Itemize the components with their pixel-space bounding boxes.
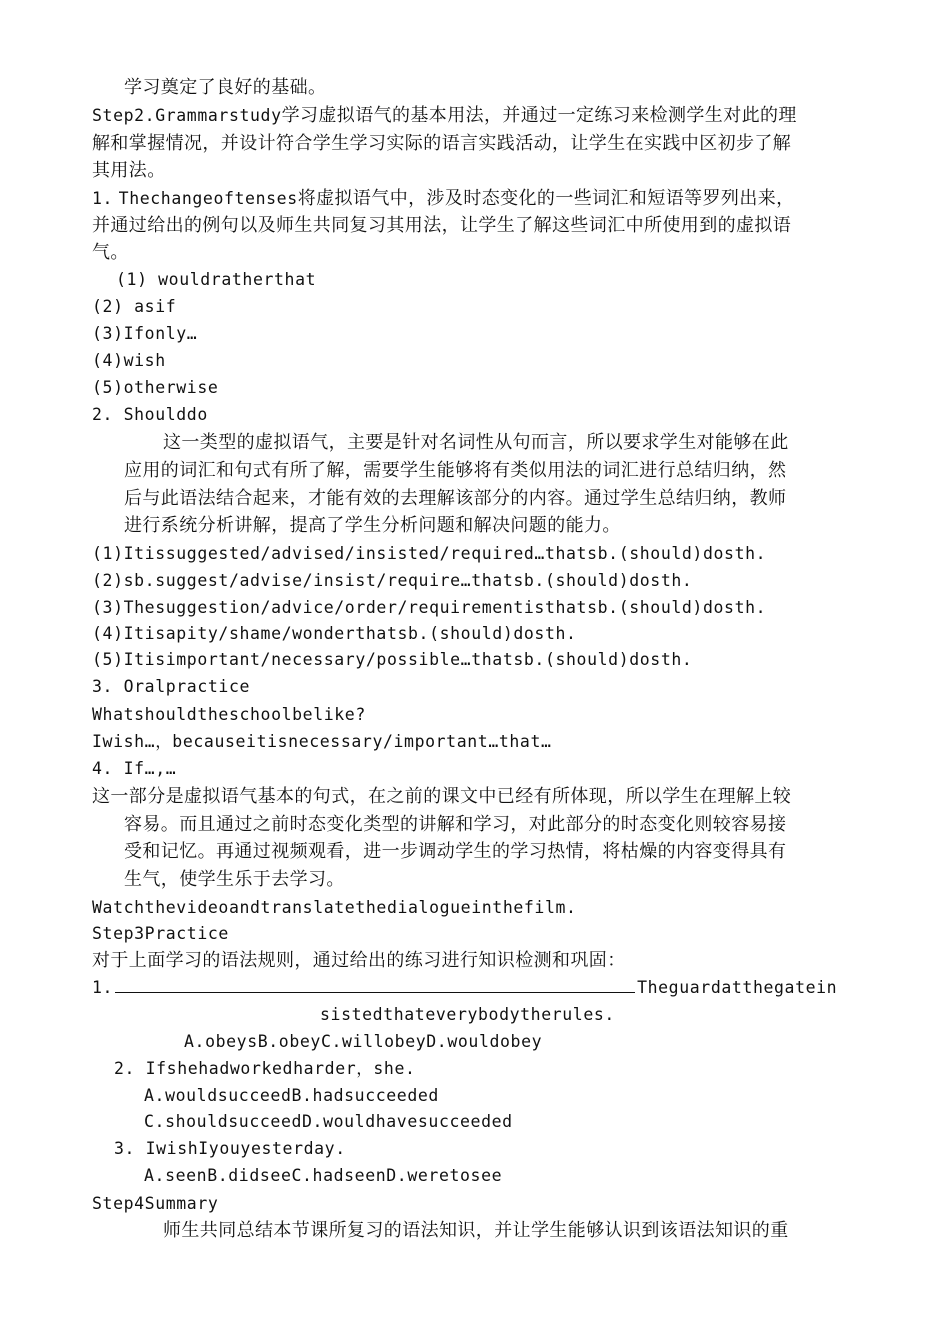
sec3-answer: Iwish…，becauseitisnecessary/important…that… xyxy=(92,732,552,751)
sec2-item: (1)Itissuggested/advised/insisted/required…thatsb.(should)dosth. xyxy=(92,544,767,563)
step2-text: 学习虚拟语气的基本用法，并通过一定练习来检测学生对此的理 xyxy=(281,105,797,126)
step2-heading: Step2.Grammarstudy xyxy=(92,106,282,125)
sec1-heading: Thechangeoftenses xyxy=(118,189,298,208)
sec2-item: (2)sb.suggest/advise/insist/require…thatsb.(should)dosth. xyxy=(92,571,693,590)
question-1-options: A.obeysB.obeyC.willobeyD.wouldobey xyxy=(184,1032,543,1051)
step4-text: 师生共同总结本节课所复习的语法知识，并让学生能够认识到该语法知识的重 xyxy=(163,1220,789,1241)
sec2-line-2: 应用的词汇和句式有所了解，需要学生能够将有类似用法的词汇进行总结归纳，然 xyxy=(124,460,787,481)
sec4-line-3: 受和记忆。再通过视频观看，进一步调动学生的学习热情，将枯燥的内容变得具有 xyxy=(124,841,787,862)
step3-heading: Step3Practice xyxy=(92,924,229,943)
sec1-item: (4)wish xyxy=(92,351,166,370)
sec1-text: 将虚拟语气中，涉及时态变化的一些词汇和短语等罗列出来， xyxy=(297,188,795,209)
question-2-options-a: A.wouldsucceedB.hadsucceeded xyxy=(144,1086,439,1105)
question-1-text: Theguardatthegatein xyxy=(637,978,838,997)
sec1-line-1 xyxy=(92,185,795,213)
sec2-item: (3)Thesuggestion/advice/order/requirementisthatsb.(should)dosth. xyxy=(92,598,767,617)
sec4-line-1: 这一部分是虚拟语气基本的句式，在之前的课文中已经有所体现，所以学生在理解上较 xyxy=(92,786,792,807)
question-2: 2. Ifshehadworkedharder，she. xyxy=(114,1059,416,1078)
question-2-options-b: C.shouldsucceedD.wouldhavesucceeded xyxy=(144,1112,513,1131)
question-1-number: 1. xyxy=(92,978,114,997)
sec2-line-4: 进行系统分析讲解，提高了学生分析问题和解决问题的能力。 xyxy=(124,515,621,536)
sec1-line-3: 气。 xyxy=(92,242,129,263)
sec1-number: 1. xyxy=(92,189,114,208)
question-3: 3. IwishIyouyesterday. xyxy=(114,1139,346,1158)
sec2-heading: 2. Shoulddo xyxy=(92,405,208,424)
sec2-line-3: 后与此语法结合起来，才能有效的去理解该部分的内容。通过学生总结归纳，教师 xyxy=(124,488,787,509)
sec1-item: (2) asif xyxy=(92,297,177,316)
sec2-line-1: 这一类型的虚拟语气，主要是针对名词性从句而言，所以要求学生对能够在此 xyxy=(163,432,789,453)
answer-blank xyxy=(115,974,635,993)
question-3-options: A.seenB.didseeC.hadseenD.weretosee xyxy=(144,1166,503,1185)
sec4-line-4: 生气，使学生乐于去学习。 xyxy=(124,869,345,890)
sec4-line-2: 容易。而且通过之前时态变化类型的讲解和学习，对此部分的时态变化则较容易接 xyxy=(124,814,787,835)
sec1-item: (1) wouldratherthat xyxy=(116,270,317,289)
sec2-item: (5)Itisimportant/necessary/possible…thatsb.(should)dosth. xyxy=(92,650,693,669)
sec1-line-2: 并通过给出的例句以及师生共同复习其用法，让学生了解这些词汇中所使用到的虚拟语 xyxy=(92,215,792,236)
sec2-item: (4)Itisapity/shame/wonderthatsb.(should)dosth. xyxy=(92,624,577,643)
step3-text: 对于上面学习的语法规则，通过给出的练习进行知识检测和巩固： xyxy=(92,950,626,971)
sec4-video-instruction: Watchthevideoandtranslatethedialogueinthefilm. xyxy=(92,898,577,917)
question-1-line-1 xyxy=(92,974,837,1002)
sec3-heading: 3. Oralpractice xyxy=(92,677,251,696)
step4-heading: Step4Summary xyxy=(92,1194,219,1213)
sec1-item: (5)otherwise xyxy=(92,378,219,397)
sec4-heading: 4. If…,… xyxy=(92,759,177,778)
sec1-item: (3)Ifonly… xyxy=(92,324,198,343)
step2-line-3: 其用法。 xyxy=(92,160,166,181)
step2-line-2: 解和掌握情况，并设计符合学生学习实际的语言实践活动，让学生在实践中区初步了解 xyxy=(92,133,792,154)
intro-tail: 学习奠定了良好的基础。 xyxy=(124,77,327,98)
step2-line-1 xyxy=(92,102,797,130)
question-1-line-2: sistedthateverybodytherules. xyxy=(320,1005,615,1024)
sec3-question: Whatshouldtheschoolbelike? xyxy=(92,705,366,724)
